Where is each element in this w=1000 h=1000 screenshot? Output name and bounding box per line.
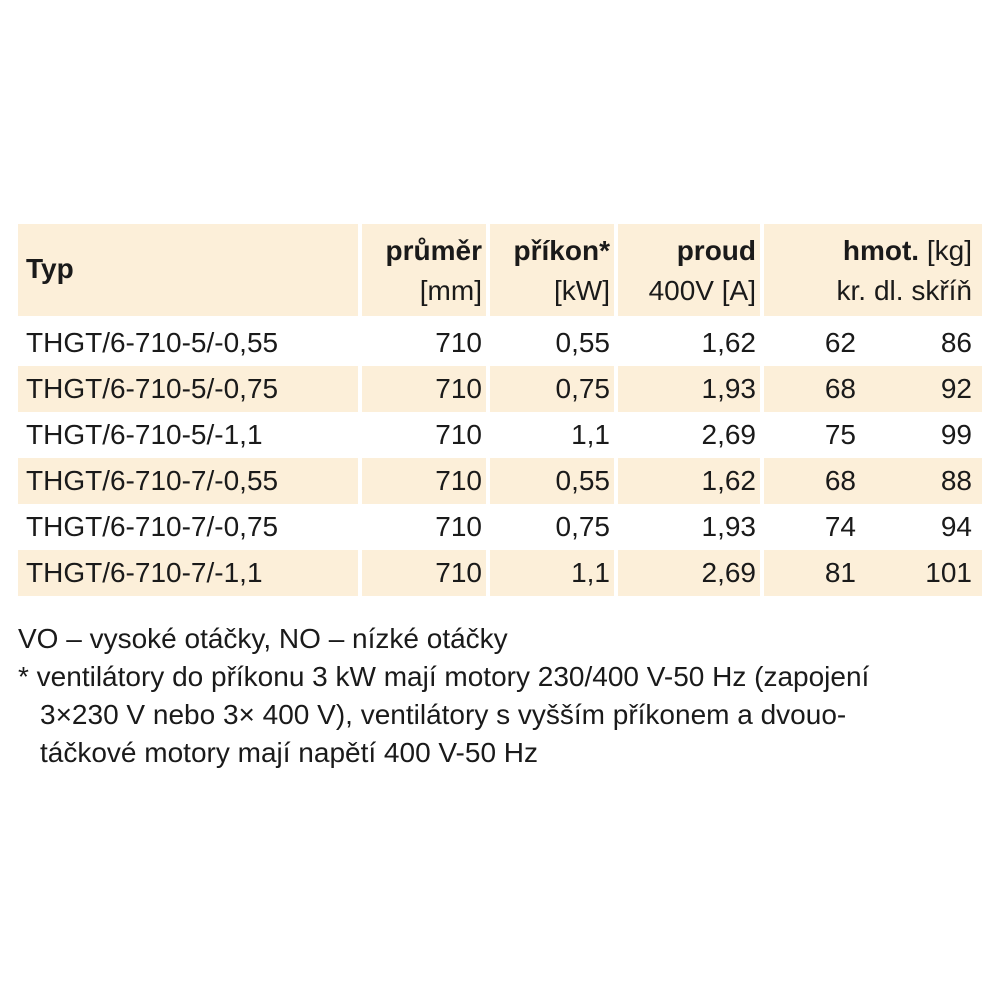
cell-typ: THGT/6-710-7/-0,75 — [26, 511, 279, 542]
header-prumer-unit: [mm] — [419, 275, 482, 306]
cell-prikon: 0,75 — [555, 511, 610, 542]
header-proud-cell — [618, 224, 760, 316]
cell-dl: 101 — [925, 557, 972, 588]
cell-typ: THGT/6-710-7/-0,55 — [26, 465, 279, 496]
note-motor-line-3: táčkové motory mají napětí 400 V-50 Hz — [40, 737, 539, 768]
cell-prikon: 1,1 — [571, 419, 610, 450]
cell-dl: 92 — [940, 373, 972, 404]
table-row — [18, 458, 982, 504]
cell-prumer: 710 — [435, 419, 482, 450]
table-header — [18, 224, 982, 316]
header-prumer: průměr — [385, 235, 482, 266]
cell-typ: THGT/6-710-7/-1,1 — [26, 557, 263, 588]
header-proud: proud — [676, 235, 756, 266]
cell-typ: THGT/6-710-5/-1,1 — [26, 419, 263, 450]
cell-proud: 1,62 — [701, 465, 756, 496]
header-typ-cell — [18, 224, 358, 316]
table-row — [18, 550, 982, 596]
cell-proud: 1,62 — [701, 327, 756, 358]
header-proud-unit: 400V [A] — [648, 275, 756, 306]
cell-proud: 2,69 — [701, 557, 756, 588]
table-row — [18, 320, 982, 366]
cell-dl: 86 — [940, 327, 972, 358]
note-speed-legend: VO – vysoké otáčky, NO – nízké otáčky — [18, 623, 508, 654]
cell-proud: 1,93 — [701, 511, 756, 542]
cell-kr: 75 — [824, 419, 856, 450]
note-motor-line-1: * ventilátory do příkonu 3 kW mají motory 230/400 V-50 Hz (zapojení — [18, 661, 870, 692]
header-hmot-unit: [kg] — [926, 235, 972, 266]
footnotes — [18, 620, 978, 772]
cell-kr: 81 — [824, 557, 856, 588]
header-dl-skrin: dl. skříň — [873, 275, 972, 306]
header-hmot-cell — [764, 224, 982, 316]
cell-prikon: 0,55 — [555, 327, 610, 358]
header-prumer-cell — [362, 224, 486, 316]
table-row — [18, 504, 982, 550]
cell-kr: 68 — [824, 465, 856, 496]
cell-dl: 88 — [940, 465, 972, 496]
table-row — [18, 412, 982, 458]
header-kr: kr. — [836, 275, 866, 306]
cell-kr: 74 — [824, 511, 856, 542]
cell-prumer: 710 — [435, 557, 482, 588]
header-prikon-unit: [kW] — [554, 275, 610, 306]
cell-prikon: 1,1 — [571, 557, 610, 588]
cell-prikon: 0,75 — [555, 373, 610, 404]
cell-typ: THGT/6-710-5/-0,55 — [26, 327, 279, 358]
cell-kr: 62 — [824, 327, 856, 358]
header-prikon: příkon* — [513, 235, 610, 266]
cell-kr: 68 — [824, 373, 856, 404]
cell-proud: 2,69 — [701, 419, 756, 450]
header-hmot: hmot. — [842, 235, 920, 266]
cell-dl: 94 — [940, 511, 972, 542]
spec-table — [18, 224, 982, 596]
cell-prumer: 710 — [435, 373, 482, 404]
cell-dl: 99 — [940, 419, 972, 450]
cell-prumer: 710 — [435, 511, 482, 542]
header-typ: Typ — [26, 253, 74, 284]
table-row — [18, 366, 982, 412]
header-prikon-cell — [490, 224, 614, 316]
cell-prikon: 0,55 — [555, 465, 610, 496]
note-motor-line-2: 3×230 V nebo 3× 400 V), ventilátory s vyšším příkonem a dvouo- — [40, 699, 847, 730]
cell-typ: THGT/6-710-5/-0,75 — [26, 373, 279, 404]
cell-proud: 1,93 — [701, 373, 756, 404]
cell-prumer: 710 — [435, 327, 482, 358]
cell-prumer: 710 — [435, 465, 482, 496]
